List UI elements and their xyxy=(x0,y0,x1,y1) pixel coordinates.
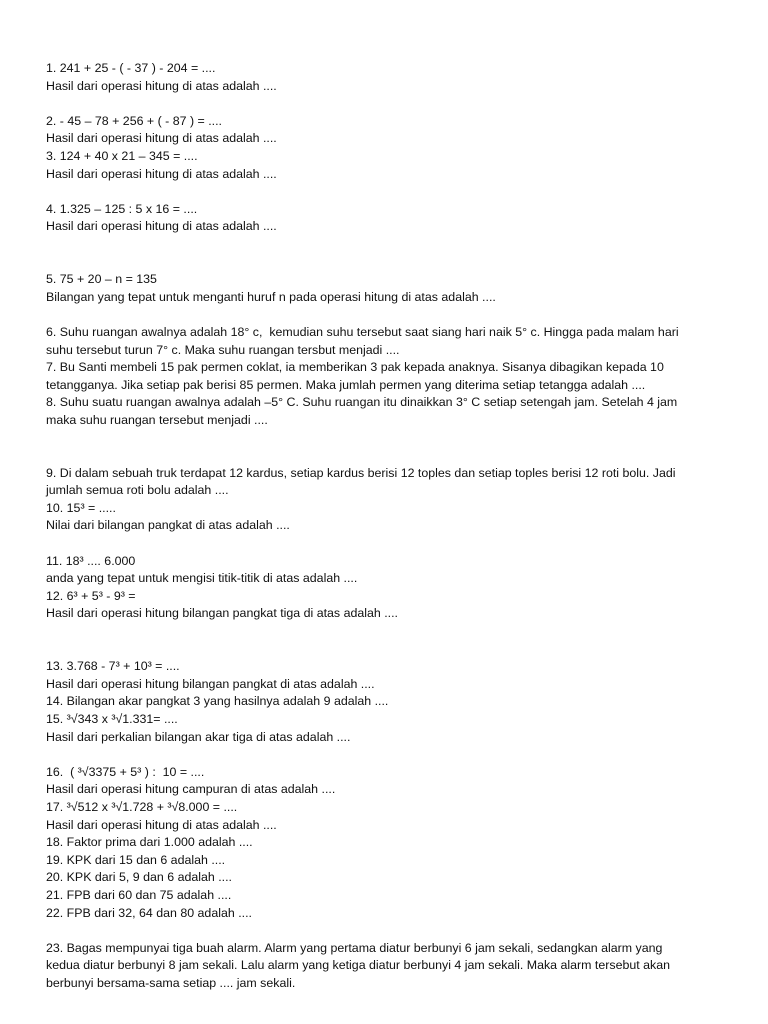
blank-line xyxy=(46,641,726,659)
text-line: 2. - 45 – 78 + 256 + ( - 87 ) = .... xyxy=(46,113,222,128)
text-line: Hasil dari operasi hitung di atas adalah .... xyxy=(46,78,277,93)
text-line: 10. 15³ = ..... xyxy=(46,500,116,515)
blank-line xyxy=(46,746,726,764)
text-line: jumlah semua roti bolu adalah .... xyxy=(46,483,229,498)
blank-line xyxy=(46,623,726,641)
text-line: Hasil dari operasi hitung campuran di atas adalah .... xyxy=(46,782,336,797)
text-line: 1. 241 + 25 - ( - 37 ) - 204 = .... xyxy=(46,61,216,75)
blank-line xyxy=(46,183,726,201)
blank-line xyxy=(46,236,726,254)
text-line: 7. Bu Santi membeli 15 pak permen coklat, ia memberikan 3 pak kepada anaknya. Sisanya dibagikan kepada 10 xyxy=(46,360,664,375)
text-line: anda yang tepat untuk mengisi titik-titik di atas adalah .... xyxy=(46,571,358,586)
text-line: Hasil dari operasi hitung di atas adalah .... xyxy=(46,219,277,234)
text-line: 14. Bilangan akar pangkat 3 yang hasilnya adalah 9 adalah .... xyxy=(46,694,389,709)
text-line: 16. ( ³√3375 + 5³ ) : 10 = .... xyxy=(46,764,205,779)
text-line: suhu tersebut turun 7° c. Maka suhu ruangan tersbut menjadi .... xyxy=(46,342,400,357)
text-line: Hasil dari operasi hitung di atas adalah .... xyxy=(46,166,277,181)
text-line: 3. 124 + 40 x 21 – 345 = .... xyxy=(46,148,198,163)
blank-line xyxy=(46,429,726,447)
blank-line xyxy=(46,254,726,272)
text-line: tetangganya. Jika setiap pak berisi 85 permen. Maka jumlah permen yang diterima setiap tetangga adalah .... xyxy=(46,377,646,392)
text-line: 11. 18³ .... 6.000 xyxy=(46,553,136,568)
text-line: Hasil dari operasi hitung di atas adalah .... xyxy=(46,817,277,832)
text-line: 18. Faktor prima dari 1.000 adalah .... xyxy=(46,835,253,850)
text-line: kedua diatur berbunyi 8 jam sekali. Lalu alarm yang ketiga diatur berbunyi 4 jam sekali. Maka alarm tersebut akan xyxy=(46,958,670,973)
text-line: Hasil dari operasi hitung di atas adalah .... xyxy=(46,131,277,146)
text-line: 19. KPK dari 15 dan 6 adalah .... xyxy=(46,852,226,867)
text-line: Hasil dari operasi hitung bilangan pangkat di atas adalah .... xyxy=(46,676,375,691)
blank-line xyxy=(46,535,726,553)
text-line: 22. FPB dari 32, 64 dan 80 adalah .... xyxy=(46,905,252,920)
blank-line xyxy=(46,447,726,465)
text-line: Bilangan yang tepat untuk menganti huruf n pada operasi hitung di atas adalah .... xyxy=(46,289,496,304)
text-line: Nilai dari bilangan pangkat di atas adalah .... xyxy=(46,518,290,533)
text-line: 23. Bagas mempunyai tiga buah alarm. Alarm yang pertama diatur berbunyi 6 jam sekali, sedangkan alarm yang xyxy=(46,940,663,955)
text-line: berbunyi bersama-sama setiap .... jam sekali. xyxy=(46,975,296,990)
text-line: 20. KPK dari 5, 9 dan 6 adalah .... xyxy=(46,870,232,885)
text-line: maka suhu ruangan tersebut menjadi .... xyxy=(46,412,268,427)
text-line: 5. 75 + 20 – n = 135 xyxy=(46,272,157,287)
blank-line xyxy=(46,95,726,113)
text-line: 9. Di dalam sebuah truk terdapat 12 kardus, setiap kardus berisi 12 toples dan setiap toples berisi 12 roti bolu. Jadi xyxy=(46,465,676,480)
text-line: 21. FPB dari 60 dan 75 adalah .... xyxy=(46,887,232,902)
text-line: 8. Suhu suatu ruangan awalnya adalah –5° C. Suhu ruangan itu dinaikkan 3° C setiap setengah jam. Setelah 4 jam xyxy=(46,395,678,410)
document-page xyxy=(46,60,726,992)
blank-line xyxy=(46,922,726,940)
blank-line xyxy=(46,306,726,324)
text-line: 13. 3.768 - 7³ + 10³ = .... xyxy=(46,659,180,674)
text-line: 6. Suhu ruangan awalnya adalah 18° c, kemudian suhu tersebut saat siang hari naik 5° c. Hingga pada malam hari xyxy=(46,324,679,339)
text-line: Hasil dari perkalian bilangan akar tiga di atas adalah .... xyxy=(46,729,351,744)
text-line: Hasil dari operasi hitung bilangan pangkat tiga di atas adalah .... xyxy=(46,606,398,621)
text-line: 15. ³√343 x ³√1.331= .... xyxy=(46,711,178,726)
text-line: 12. 6³ + 5³ - 9³ = xyxy=(46,588,136,603)
text-line: 17. ³√512 x ³√1.728 + ³√8.000 = .... xyxy=(46,799,238,814)
text-line: 4. 1.325 – 125 : 5 x 16 = .... xyxy=(46,201,198,216)
